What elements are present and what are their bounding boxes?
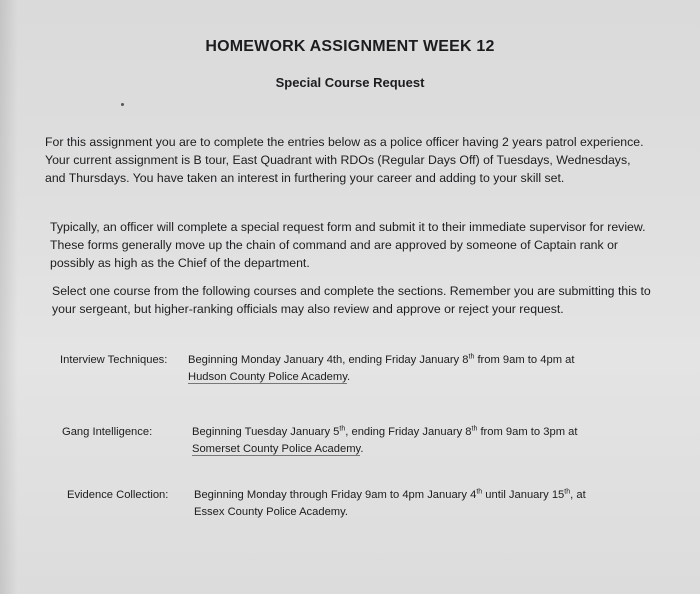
course-label: Interview Techniques:	[60, 354, 168, 366]
course-location: Essex County Police Academy	[194, 506, 345, 518]
course-label: Gang Intelligence:	[62, 426, 153, 438]
course-description	[188, 352, 618, 386]
page-subtitle: Special Course Request	[275, 75, 425, 90]
ordinal-suffix: th	[339, 425, 346, 433]
course-label: Evidence Collection:	[67, 489, 169, 501]
course-dates-cont: until January 15	[482, 489, 565, 501]
course-time: , at	[570, 489, 586, 501]
course-description	[192, 424, 622, 458]
paragraph-intro: For this assignment you are to complete the entries below as a police officer having 2 years patrol experience. Your current assignment is B tour, East Quadrant with RDOs (Regular Days Off) of Tuesdays, Wednesdays, and Thursdays. You have taken an interest in furthering your career and adding to your skill set.	[45, 135, 644, 185]
page-title: HOMEWORK ASSIGNMENT WEEK 12	[205, 38, 495, 55]
stray-mark	[121, 103, 124, 106]
ordinal-suffix: th	[471, 425, 478, 433]
course-location: Hudson County Police Academy	[188, 371, 347, 383]
course-period: .	[344, 506, 349, 518]
course-dates: Beginning Tuesday January 5	[192, 426, 340, 438]
paragraph-instructions: Select one course from the following courses and complete the sections. Remember you are submitting this to your sergeant, but higher-ranking officials may also review and approve or reject your request.	[52, 284, 651, 316]
paragraph-process: Typically, an officer will complete a special request form and submit it to their immediate supervisor for review. These forms generally move up the chain of command and are approved by someone of Captain rank or possibly as high as the Chief of the department.	[50, 220, 646, 270]
course-period: .	[360, 443, 364, 455]
ordinal-suffix: th	[476, 488, 483, 496]
course-description	[194, 487, 624, 521]
course-period: .	[347, 371, 351, 383]
course-location: Somerset County Police Academy	[192, 443, 361, 455]
ordinal-suffix: th	[564, 488, 571, 496]
course-dates: Beginning Monday January 4th, ending Friday January 8	[188, 354, 469, 366]
course-time: from 9am to 4pm at	[474, 354, 575, 366]
course-dates-cont: , ending Friday January 8	[345, 426, 472, 438]
ordinal-suffix: th	[468, 353, 475, 361]
course-dates: Beginning Monday through Friday 9am to 4pm January 4	[194, 489, 477, 501]
course-time: from 9am to 3pm at	[477, 426, 578, 438]
